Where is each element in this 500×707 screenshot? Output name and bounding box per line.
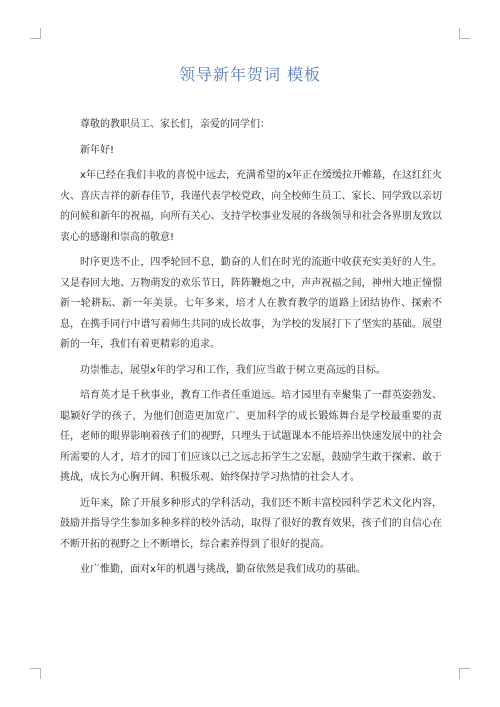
crop-mark-top-left	[30, 28, 41, 39]
crop-mark-bottom-left	[30, 668, 41, 679]
salutation: 尊敬的教职员工、家长们，亲爱的同学们：	[80, 119, 270, 130]
paragraph: x年已经在我们丰收的喜悦中远去，充满希望的x年正在缓缓拉开帷幕，在这红红火火、喜庆吉祥的新春佳节，我谨代表学校党政，向全校师生员工、家长、同学致以亲切的问候和新年的祝福，向所有关心、支持学校事业发展的各级领导和社会各界朋友致以衷心的感谢和崇高的敬意!	[60, 170, 442, 243]
paragraph: 业广惟勤，面对x年的机遇与挑战，勤奋依然是我们成功的基础。	[80, 564, 366, 575]
crop-mark-bottom-right	[459, 668, 470, 679]
paragraph: 培育英才是千秋事业，教育工作者任重道远。培才园里有幸聚集了一群英姿勃发、聪颖好学的孩子，为他们创造更加宽广、更加科学的成长锻炼舞台是学校最重要的责任，老师的眼界影响着孩子们的视野，只埋头于试题课本不能培养出快速发展中的社会所需要的人才，培才的园丁们应该以己之远志拓学生之宏愿，鼓励学生敢于探索、敢于挑战，成长为心胸开阔、积极乐观、始终保持学习热情的社会人才。	[60, 390, 442, 483]
greeting: 新年好!	[80, 144, 115, 156]
document-body	[60, 115, 442, 586]
paragraph: 近年来，除了开展多种形式的学科活动，我们还不断丰富校园科学艺术文化内容，鼓励并指导学生参加多种多样的校外活动，取得了很好的教育效果，孩子们的自信心在不断开拓的视野之上不断增长，综合素养得到了很好的提高。	[60, 497, 442, 550]
paragraph: 功崇惟志，展望x年的学习和工作，我们应当敢于树立更高远的目标。	[80, 364, 386, 376]
document-title: 领导新年贺词 模板	[178, 65, 322, 84]
crop-mark-top-right	[459, 28, 470, 39]
paragraph: 时序更迭不止，四季轮回不息，勤奋的人们在时光的流逝中收获充实美好的人生。又是春回大地、万物萌发的欢乐节日，阵阵鞭炮之中，声声祝福之间，神州大地正憧憬新一轮耕耘、新一年美景。七年多来，培才人在教育教学的道路上团结协作、探索不息，在携手同行中谱写着师生共同的成长故事，为学校的发展打下了坚实的基础。展望新的一年，我们有着更精彩的追求。	[60, 257, 442, 350]
